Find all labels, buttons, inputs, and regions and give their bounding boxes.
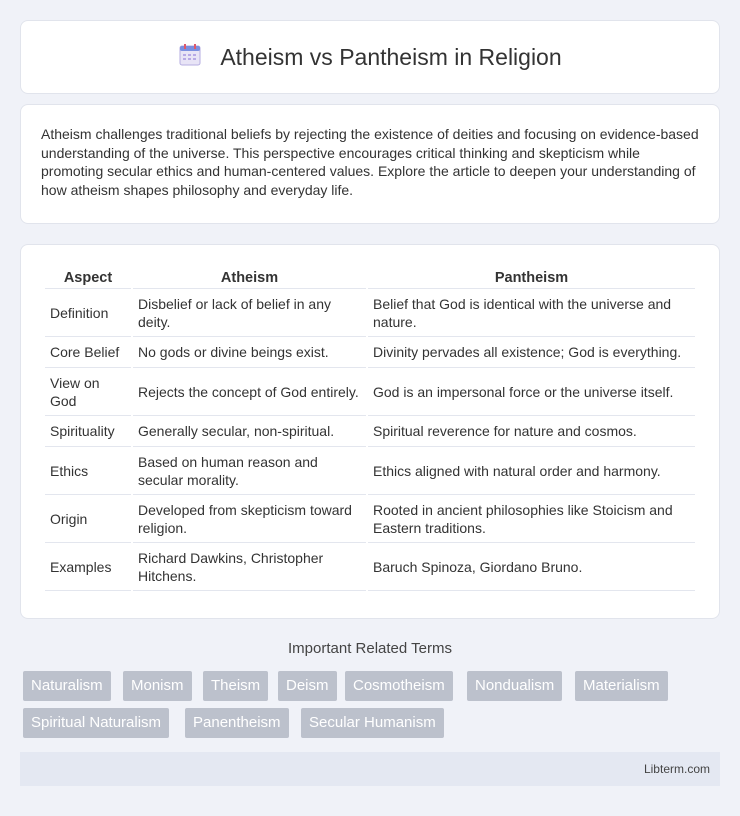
table-row [45, 368, 695, 416]
table-cell: Ethics [45, 447, 131, 495]
tag-materialism[interactable]: Materialism [575, 671, 668, 701]
table-cell: Rooted in ancient philosophies like Stoicism and Eastern traditions. [368, 495, 695, 543]
related-terms-heading: Important Related Terms [288, 640, 452, 657]
table-cell: Core Belief [45, 337, 131, 368]
table-cell: View on God [45, 368, 131, 416]
table-row [45, 337, 695, 368]
tag-cosmotheism[interactable]: Cosmotheism [345, 671, 453, 701]
table-cell: Developed from skepticism toward religion. [133, 495, 366, 543]
table-cell: Baruch Spinoza, Giordano Bruno. [368, 543, 695, 591]
comparison-table [43, 263, 697, 591]
column-header-aspect: Aspect [45, 263, 131, 289]
footer [20, 752, 720, 786]
intro-card [20, 104, 720, 224]
header-card [20, 20, 720, 94]
table-row [45, 495, 695, 543]
tag-nondualism[interactable]: Nondualism [467, 671, 562, 701]
intro-text: Atheism challenges traditional beliefs by rejecting the existence of deities and focusing on evidence-based understanding of the universe. This perspective encourages critical thinking and skepticism while promoting secular ethics and human-centered values. Explore the article to deepen your understanding of how atheism shapes philosophy and everyday life. [41, 126, 699, 198]
table-cell: Definition [45, 289, 131, 337]
table-cell: Rejects the concept of God entirely. [133, 368, 366, 416]
tag-naturalism[interactable]: Naturalism [23, 671, 111, 701]
table-row [45, 447, 695, 495]
table-cell: Divinity pervades all existence; God is everything. [368, 337, 695, 368]
table-cell: Belief that God is identical with the universe and nature. [368, 289, 695, 337]
comparison-table-card [20, 244, 720, 619]
column-header-pantheism: Pantheism [368, 263, 695, 289]
tag-theism[interactable]: Theism [203, 671, 268, 701]
tag-monism[interactable]: Monism [123, 671, 192, 701]
table-cell: Examples [45, 543, 131, 591]
table-cell: Ethics aligned with natural order and harmony. [368, 447, 695, 495]
table-row [45, 543, 695, 591]
page-title: Atheism vs Pantheism in Religion [220, 43, 562, 70]
footer-site-link[interactable]: Libterm.com [643, 762, 710, 776]
tag-panentheism[interactable]: Panentheism [185, 708, 289, 738]
table-row [45, 289, 695, 337]
tag-spiritual-naturalism[interactable]: Spiritual Naturalism [23, 708, 169, 738]
table-cell: Disbelief or lack of belief in any deity. [133, 289, 366, 337]
table-cell: Origin [45, 495, 131, 543]
table-cell: Spirituality [45, 416, 131, 447]
column-header-atheism: Atheism [133, 263, 366, 289]
table-cell: Based on human reason and secular morality. [133, 447, 366, 495]
table-cell: No gods or divine beings exist. [133, 337, 366, 368]
tag-deism[interactable]: Deism [278, 671, 337, 701]
tag-secular-humanism[interactable]: Secular Humanism [301, 708, 444, 738]
table-cell: God is an impersonal force or the universe itself. [368, 368, 695, 416]
table-row [45, 416, 695, 447]
table-cell: Spiritual reverence for nature and cosmos. [368, 416, 695, 447]
calendar-icon [178, 43, 202, 72]
table-cell: Richard Dawkins, Christopher Hitchens. [133, 543, 366, 591]
table-cell: Generally secular, non-spiritual. [133, 416, 366, 447]
